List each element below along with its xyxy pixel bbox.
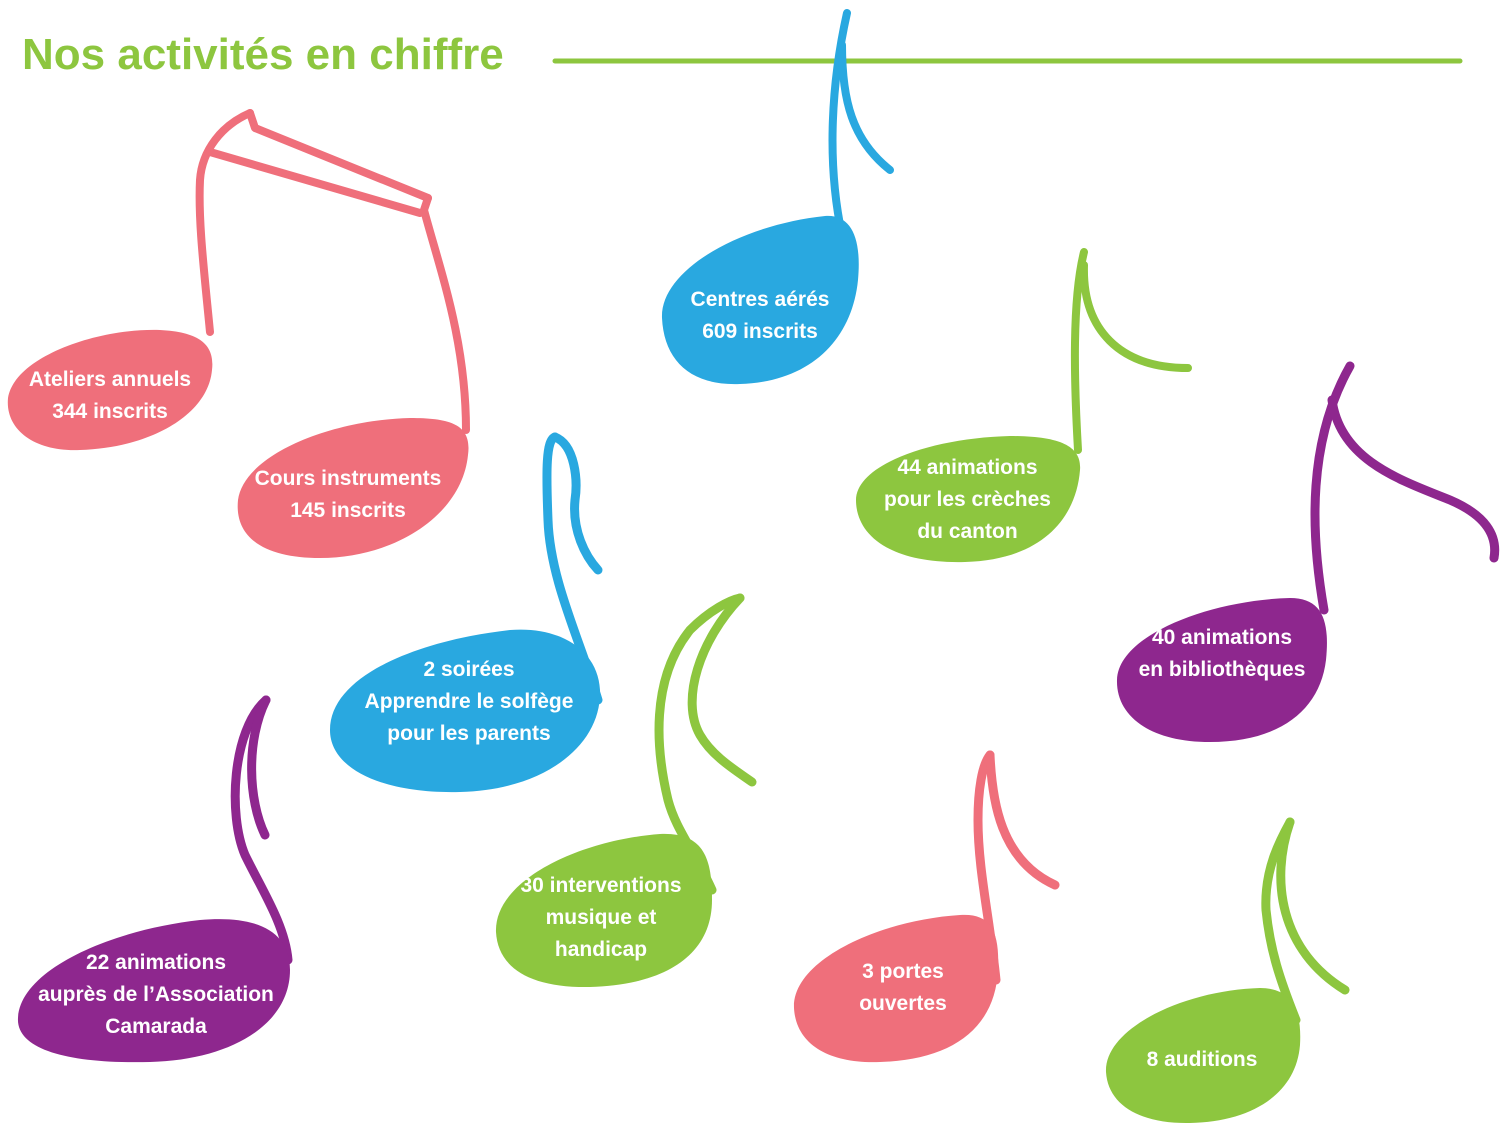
note-green-auditions <box>1266 822 1345 1020</box>
label-centres: Centres aérés 609 inscrits <box>690 288 830 343</box>
note-purple-bibliotheques <box>1315 366 1495 610</box>
label-ateliers: Ateliers annuels 344 inscrits <box>28 368 192 423</box>
note-blue-centres <box>833 13 890 235</box>
page-title: Nos activités en chiffre <box>22 30 504 79</box>
note-green-creches <box>1075 252 1188 450</box>
label-cours: Cours instruments 145 inscrits <box>254 467 442 522</box>
label-creches: 44 animations pour les crèches du canton <box>884 456 1051 543</box>
label-camarada: 22 animations auprès de l’Association Camarada <box>38 951 274 1038</box>
label-portes: 3 portes ouvertes <box>859 960 947 1015</box>
label-soirees: 2 soirées Apprendre le solfège pour les parents <box>364 658 574 745</box>
note-beam-upper <box>250 113 428 198</box>
label-bibliotheques: 40 animations en bibliothèques <box>1138 626 1306 681</box>
label-auditions: 8 auditions <box>1146 1048 1258 1071</box>
label-handicap: 30 interventions musique et handicap <box>520 874 682 961</box>
note-stem-ateliers <box>200 113 250 332</box>
note-pair-pink <box>200 113 466 430</box>
note-stem-cours <box>424 198 466 430</box>
